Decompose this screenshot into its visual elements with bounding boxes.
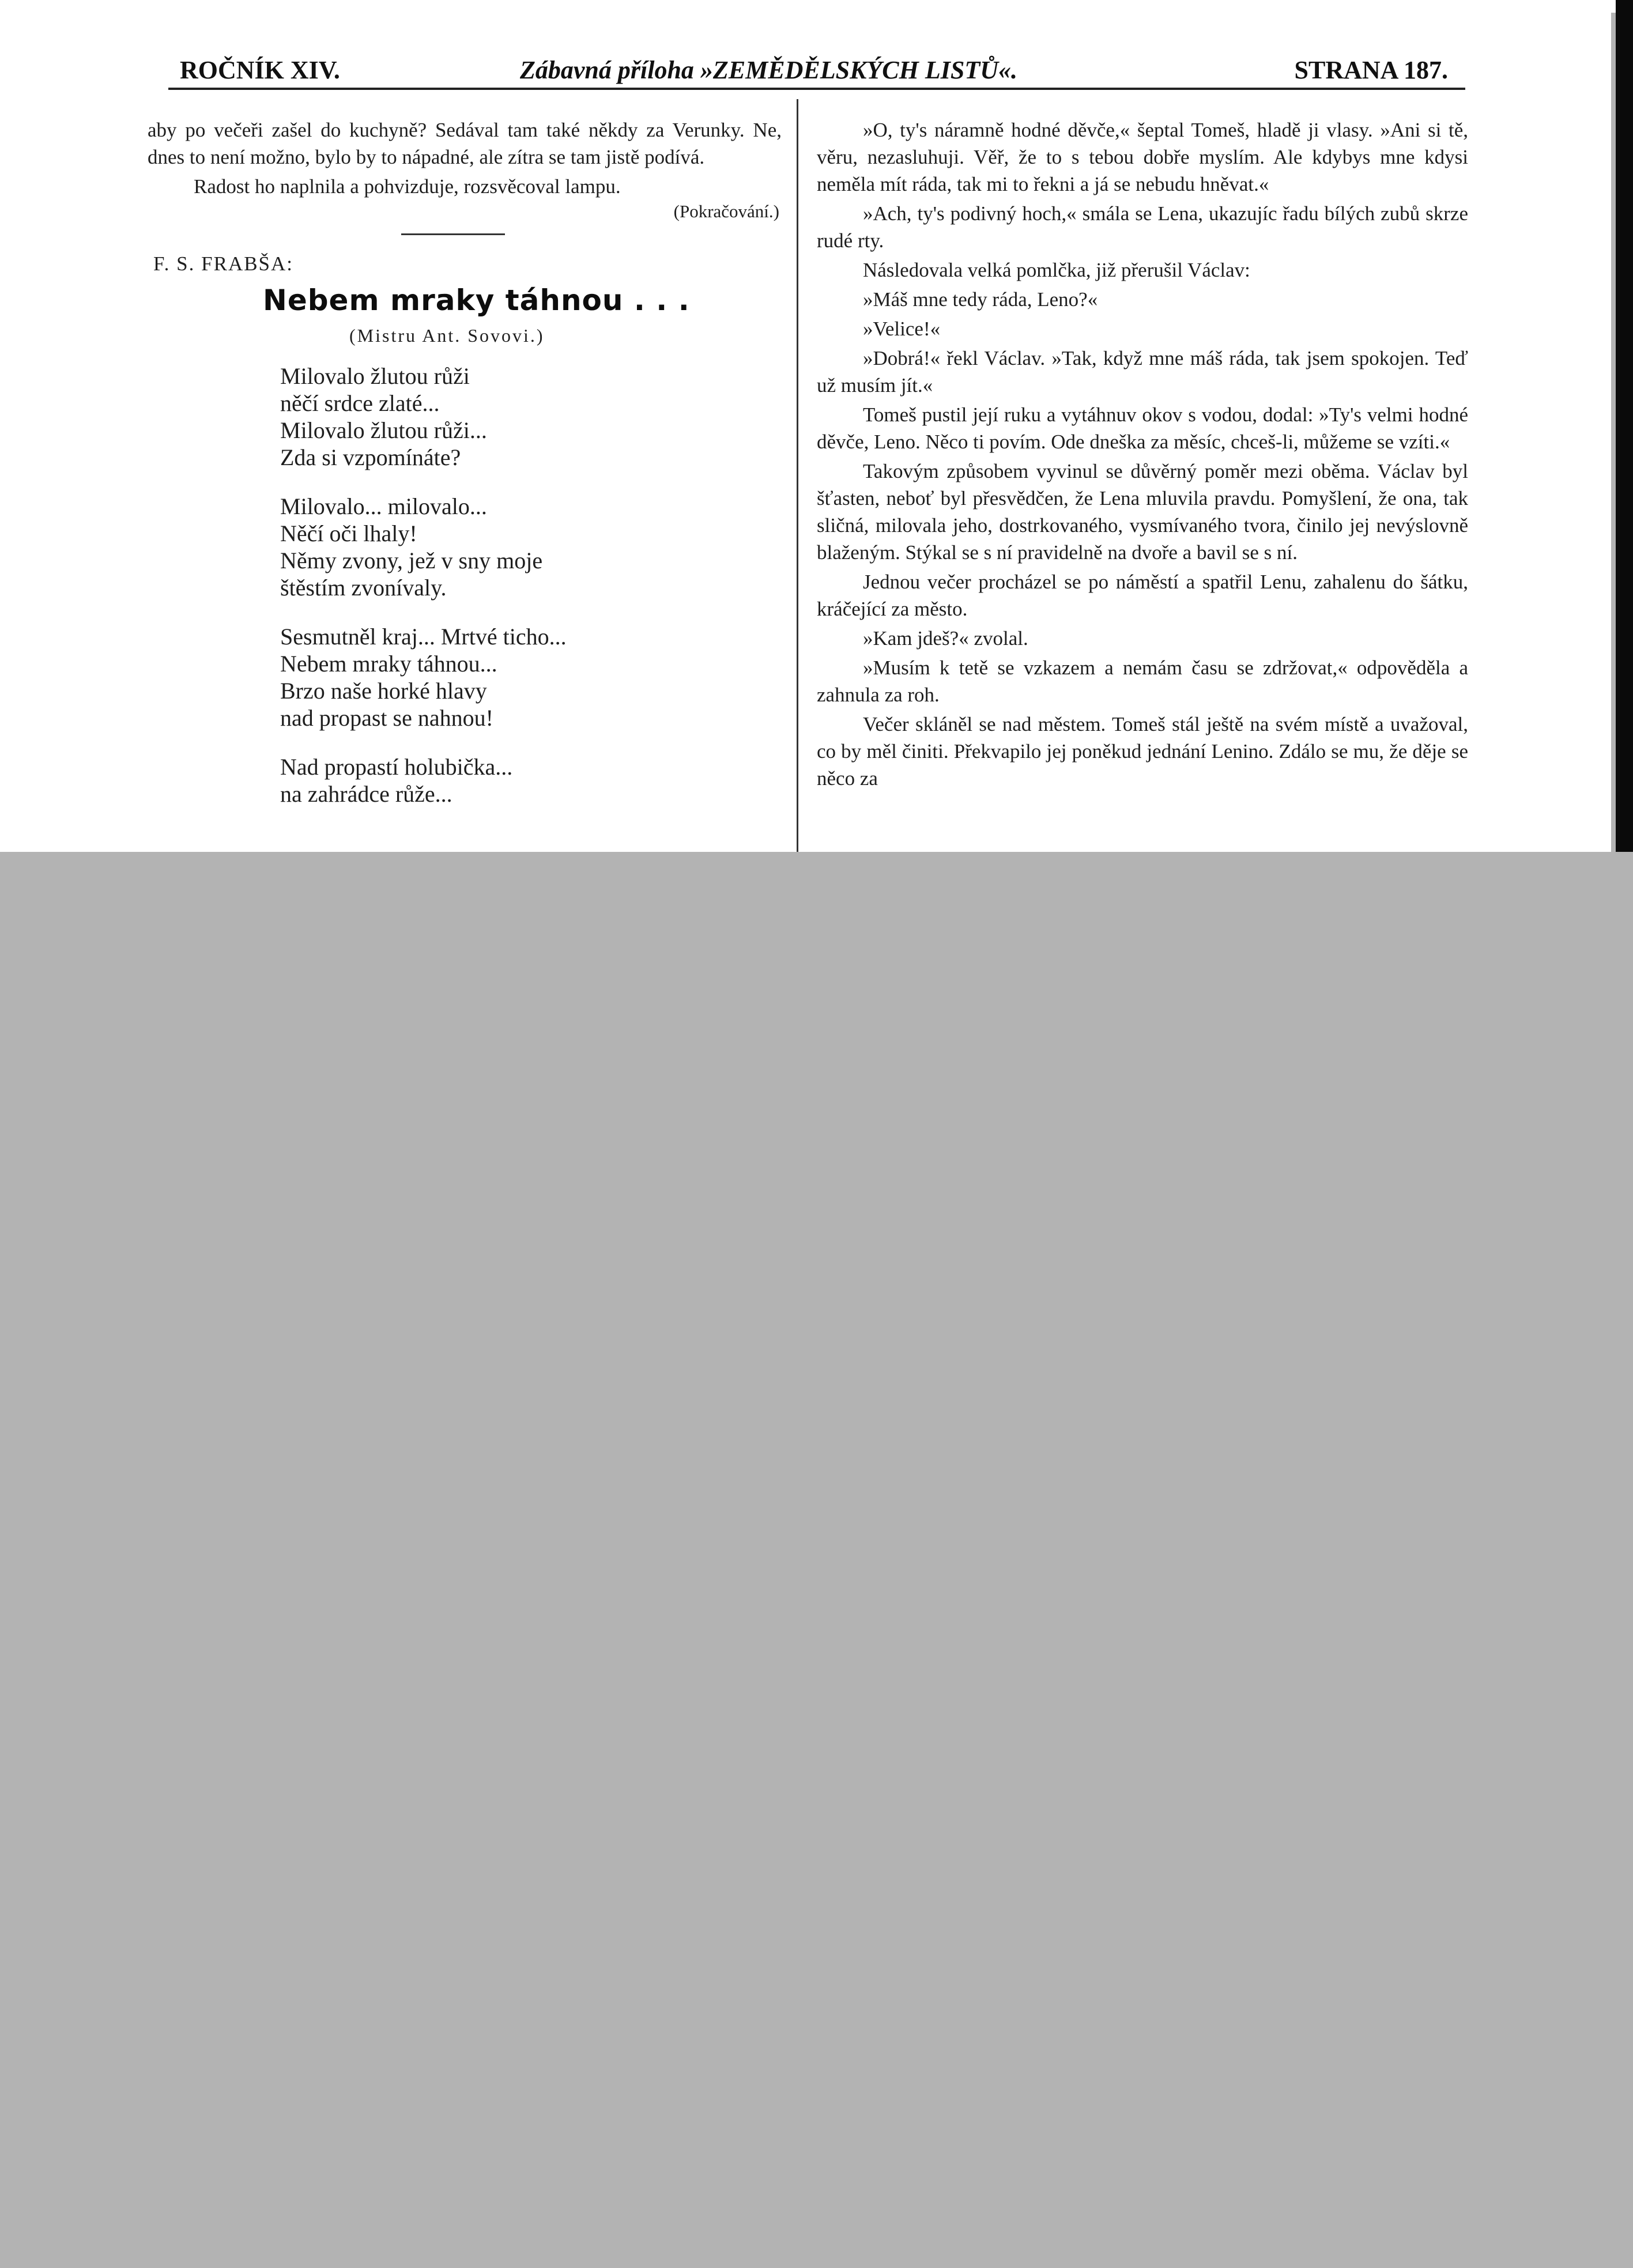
page-number: STRANA 187. bbox=[1294, 56, 1448, 84]
verse-line: nad propast se nahnou! bbox=[280, 705, 493, 731]
verse-line: Milovalo žlutou růži... bbox=[280, 417, 487, 443]
paragraph: Radost ho naplnila a pohvizduje, rozsvěcoval lampu. bbox=[194, 175, 621, 198]
scan-border-right bbox=[1616, 0, 1633, 852]
left-column bbox=[148, 116, 782, 829]
right-column bbox=[817, 116, 1468, 792]
verse-line: Nad propastí holubička... bbox=[280, 754, 513, 780]
supplement-title: Zábavná příloha »ZEMĚDĚLSKÝCH LISTŮ«. bbox=[520, 56, 1018, 84]
paragraph: Takovým způsobem vyvinul se důvěrný poměr mezi oběma. Václav byl šťasten, neboť byl přesvědčen, že Lena mluvila pravdu. Pomyšlení, že ona, tak sličná, milovala jeho, dostrkovaného, vysmívaného tvora, činilo jej nevýslovně blaženým. Stýkal se s ní pravidelně na dvoře a bavil se s ní. bbox=[817, 460, 1468, 564]
paragraph: »Kam jdeš?« zvolal. bbox=[863, 627, 1028, 650]
poem-stanza bbox=[280, 623, 782, 731]
verse-line: Němy zvony, jež v sny moje bbox=[280, 548, 543, 573]
header-rule bbox=[168, 88, 1465, 90]
paragraph: »Máš mne tedy ráda, Leno?« bbox=[863, 288, 1098, 311]
poem-stanza bbox=[280, 363, 782, 471]
verse-line: něčí srdce zlaté... bbox=[280, 390, 440, 416]
paragraph: Večer skláněl se nad městem. Tomeš stál ještě na svém místě a uvažoval, co by měl činiti. Překvapilo jej poněkud jednání Lenino. Zdálo se mu, že děje se něco za bbox=[817, 713, 1468, 790]
paragraph: »Ach, ty's podivný hoch,« smála se Lena, ukazujíc řadu bílých zubů skrze rudé rty. bbox=[817, 202, 1468, 252]
paragraph: »O, ty's náramně hodné děvče,« šeptal Tomeš, hladě ji vlasy. »Ani si tě, věru, nezasluhuji. Věř, že to s tebou dobře myslím. Ale kdybys mne kdysi neměla mít ráda, tak mi to řekni a já se nebudu hněvat.« bbox=[817, 119, 1468, 195]
paragraph: »Musím k tetě se vzkazem a nemám času se zdržovat,« odpověděla a zahnula za roh. bbox=[817, 656, 1468, 706]
poem-author: F. S. FRABŠA: bbox=[153, 252, 294, 275]
verse-line: Sesmutněl kraj... Mrtvé ticho... bbox=[280, 624, 567, 650]
verse-line: štěstím zvonívaly. bbox=[280, 575, 447, 601]
verse-line: na zahrádce růže... bbox=[280, 781, 452, 807]
verse-line: Milovalo... milovalo... bbox=[280, 493, 487, 519]
paragraph: aby po večeři zašel do kuchyně? Sedával tam také někdy za Verunky. Ne, dnes to není možno, bylo by to nápadné, ale zítra se tam jistě podívá. bbox=[148, 119, 782, 168]
scan-border-left bbox=[0, 0, 13, 852]
poem-dedication: (Mistru Ant. Sovovi.) bbox=[349, 325, 545, 346]
paragraph: Jednou večer procházel se po náměstí a spatřil Lenu, zahalenu do šátku, kráčející za město. bbox=[817, 571, 1468, 620]
paragraph: Tomeš pustil její ruku a vytáhnuv okov s vodou, dodal: »Ty's velmi hodné děvče, Leno. Něco ti povím. Ode dneška za měsíc, chceš-li, můžeme se vzíti.« bbox=[817, 403, 1468, 453]
verse-line: Milovalo žlutou růži bbox=[280, 363, 470, 389]
verse-line: Zda si vzpomínáte? bbox=[280, 444, 461, 470]
verse-line: Něčí oči lhaly! bbox=[280, 520, 417, 546]
scan-border-top bbox=[0, 0, 1633, 13]
continuation-note: (Pokračování.) bbox=[673, 201, 779, 221]
volume-label: ROČNÍK XIV. bbox=[180, 56, 340, 84]
poem-stanza bbox=[280, 493, 782, 601]
paragraph: »Velice!« bbox=[863, 318, 941, 340]
poem-stanza bbox=[280, 753, 782, 807]
verse-line: Nebem mraky táhnou... bbox=[280, 651, 497, 677]
paragraph: »Dobrá!« řekl Václav. »Tak, když mne máš ráda, tak jsem spokojen. Teď už musím jít.« bbox=[817, 347, 1468, 397]
verse-line: Brzo naše horké hlavy bbox=[280, 678, 487, 704]
paragraph: Následovala velká pomlčka, již přerušil Václav: bbox=[863, 259, 1250, 281]
newspaper-page bbox=[13, 13, 1611, 852]
column-divider bbox=[797, 99, 798, 852]
poem-title: Nebem mraky táhnou . . . bbox=[263, 284, 690, 317]
section-separator bbox=[401, 233, 505, 235]
page-header bbox=[180, 55, 1448, 90]
